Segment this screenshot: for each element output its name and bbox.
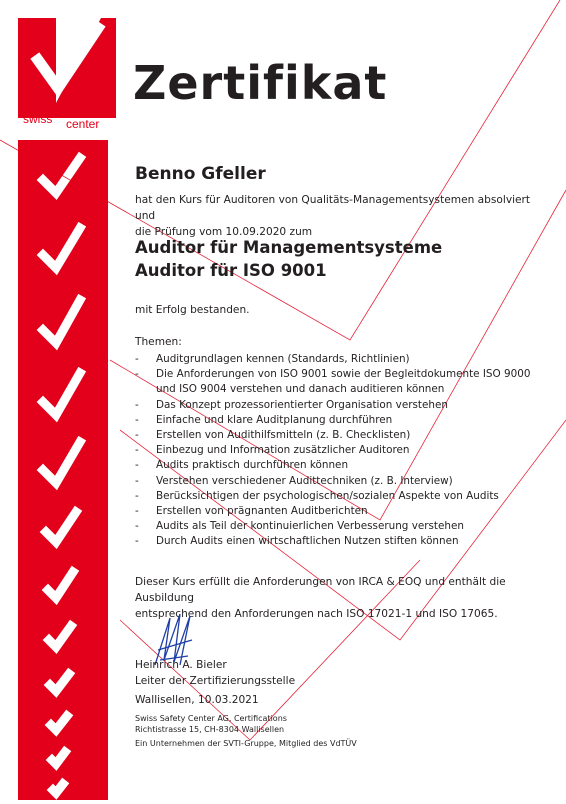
checkmark-icon [50, 674, 69, 691]
address-line: Swiss Safety Center AG, Certifications [135, 714, 287, 723]
checkmark-icon [51, 716, 67, 730]
list-item: - Erstellen von Audithilfsmitteln (z. B. Checklisten) [135, 428, 535, 443]
side-strip [18, 140, 108, 800]
checkmark-icon [52, 752, 65, 764]
checkmark-icon [46, 512, 76, 542]
recipient-name: Benno Gfeller [135, 164, 266, 184]
logo-word-swiss: swiss [23, 112, 53, 126]
list-item: - Erstellen von prägnanten Auditberichten [135, 504, 535, 519]
list-item: - Durch Audits einen wirtschaftlichen Nutzen stiften können [135, 534, 535, 549]
closing-line: Dieser Kurs erfüllt die Anforderungen von IRCA & EOQ und enthält die Ausbildung [135, 576, 506, 604]
checkmark-icon [43, 373, 80, 415]
signer-role: Leiter der Zertifizierungsstelle [135, 675, 296, 687]
signer-name: Heinrich A. Bieler [135, 659, 227, 671]
list-item: - Audits praktisch durchführen können [135, 458, 535, 473]
intro-text [135, 192, 535, 240]
list-item: - Das Konzept prozessorientierter Organisation verstehen [135, 398, 535, 413]
list-item: - Berücksichtigen der psychologischen/sozialen Aspekte von Audits [135, 489, 535, 504]
checkmark-pattern [18, 140, 108, 800]
degree-line: Auditor für Managementsysteme [135, 238, 443, 257]
logo-word-safety-center [66, 105, 99, 131]
list-item: - Einfache und klare Auditplanung durchführen [135, 413, 535, 428]
company-address [135, 713, 287, 735]
group-membership: Ein Unternehmen der SVTI-Gruppe, Mitglied des VdTÜV [135, 739, 357, 748]
intro-line: hat den Kurs für Auditoren von Qualitäts-Managementsystemen absolviert und [135, 194, 531, 222]
list-item: - Auditgrundlagen kennen (Standards, Richtlinien) [135, 352, 535, 367]
passed-text: mit Erfolg bestanden. [135, 304, 250, 316]
checkmark-icon [48, 572, 73, 598]
degree-title [135, 236, 442, 282]
closing-line: entsprechend den Anforderungen nach ISO 17021-1 und ISO 17065. [135, 608, 498, 620]
list-item: - Die Anforderungen von ISO 9001 sowie der Begleitdokumente ISO 9000 und ISO 9004 verstehen und danach auditieren können [135, 367, 535, 397]
intro-line: die Prüfung vom 10.09.2020 zum [135, 226, 313, 238]
degree-line: Auditor für ISO 9001 [135, 261, 327, 280]
checkmark-icon [43, 228, 80, 268]
list-item: - Verstehen verschiedener Audittechniken (z. B. Interview) [135, 474, 535, 489]
topics-list [135, 352, 535, 550]
checkmark-icon [43, 300, 80, 343]
list-item: - Einbezug und Information zusätzlicher Auditoren [135, 443, 535, 458]
place-date: Wallisellen, 10.03.2021 [135, 694, 259, 706]
page-title: Zertifikat [133, 56, 388, 110]
logo-word-safety: safety [66, 104, 99, 118]
checkmark-icon [53, 784, 63, 793]
topics-label: Themen: [135, 336, 182, 348]
address-line: Richtistrasse 15, CH-8304 Wallisellen [135, 725, 285, 734]
checkmark-icon [43, 158, 80, 193]
checkmark-icon [43, 442, 80, 483]
list-item: - Audits als Teil der kontinuierlichen Verbesserung verstehen [135, 519, 535, 534]
signer-block [135, 657, 295, 689]
checkmark-icon [49, 626, 71, 647]
logo-word-center: center [66, 117, 100, 131]
